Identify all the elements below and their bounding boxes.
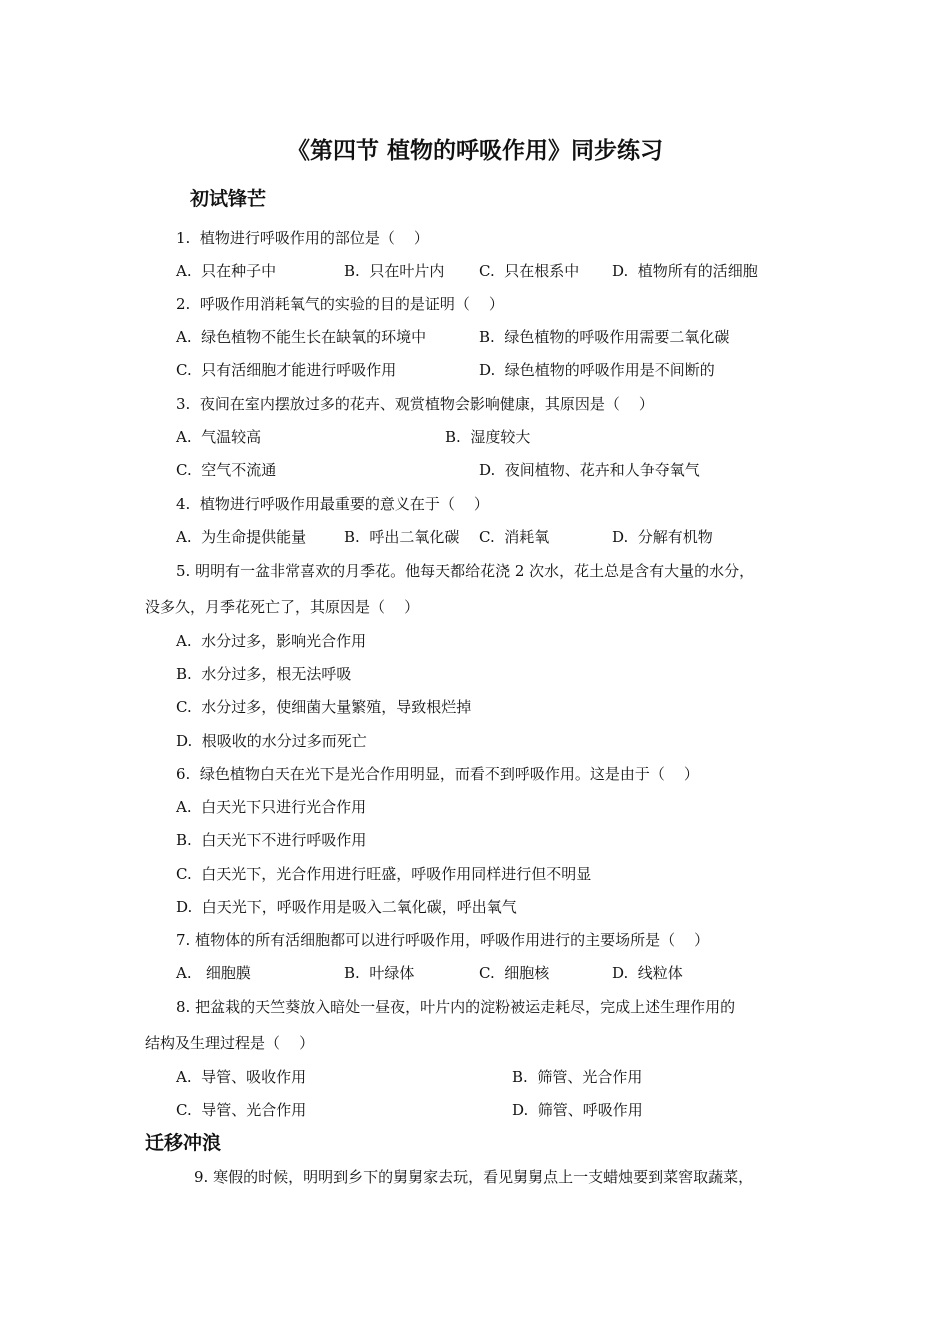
- q8-option-a: A. 导管、吸收作用: [176, 1068, 307, 1086]
- question-8-stem-line-2: 结构及生理过程是（ ）: [145, 1034, 315, 1052]
- q7-option-b: B. 叶绿体: [344, 964, 415, 982]
- question-2-stem: 2. 呼吸作用消耗氧气的实验的目的是证明（ ）: [176, 295, 504, 313]
- q7-option-c: C. 细胞核: [479, 964, 550, 982]
- q6-option-b: B. 白天光下不进行呼吸作用: [176, 831, 367, 849]
- q1-option-c: C. 只在根系中: [479, 262, 580, 280]
- question-1-stem: 1. 植物进行呼吸作用的部位是（ ）: [176, 229, 429, 247]
- question-8-stem-line-1: 8. 把盆栽的天竺葵放入暗处一昼夜，叶片内的淀粉被运走耗尽，完成上述生理作用的: [176, 998, 736, 1016]
- q2-option-c: C. 只有活细胞才能进行呼吸作用: [176, 361, 397, 379]
- q3-option-a: A. 气温较高: [176, 428, 262, 446]
- question-7-stem: 7. 植物体的所有活细胞都可以进行呼吸作用，呼吸作用进行的主要场所是（ ）: [176, 931, 710, 949]
- q5-option-c: C. 水分过多，使细菌大量繁殖，导致根烂掉: [176, 698, 472, 716]
- q4-option-b: B. 呼出二氧化碳: [344, 528, 460, 546]
- q5-option-b: B. 水分过多，根无法呼吸: [176, 665, 352, 683]
- q3-option-d: D. 夜间植物、花卉和人争夺氧气: [479, 461, 700, 479]
- q2-option-b: B. 绿色植物的呼吸作用需要二氧化碳: [479, 328, 730, 346]
- q3-option-c: C. 空气不流通: [176, 461, 277, 479]
- question-6-stem: 6. 绿色植物白天在光下是光合作用明显，而看不到呼吸作用。这是由于（ ）: [176, 765, 699, 783]
- question-4-stem: 4. 植物进行呼吸作用最重要的意义在于（ ）: [176, 495, 489, 513]
- q5-option-a: A. 水分过多，影响光合作用: [176, 632, 367, 650]
- q4-option-d: D. 分解有机物: [612, 528, 713, 546]
- page-title: 《第四节 植物的呼吸作用》同步练习: [286, 138, 663, 164]
- q4-option-c: C. 消耗氧: [479, 528, 550, 546]
- section-heading-2: 迁移冲浪: [145, 1132, 222, 1154]
- q4-option-a: A. 为生命提供能量: [176, 528, 307, 546]
- q1-option-a: A. 只在种子中: [176, 262, 277, 280]
- q6-option-d: D. 白天光下，呼吸作用是吸入二氧化碳，呼出氧气: [176, 898, 517, 916]
- question-9-stem-line-1: 9. 寒假的时候，明明到乡下的舅舅家去玩，看见舅舅点上一支蜡烛要到菜窖取蔬菜，: [194, 1168, 754, 1186]
- q1-option-d: D. 植物所有的活细胞: [612, 262, 758, 280]
- q7-option-a: A. 细胞膜: [176, 964, 251, 982]
- q7-option-d: D. 线粒体: [612, 964, 683, 982]
- question-5-stem-line-2: 没多久，月季花死亡了，其原因是（ ）: [145, 598, 420, 616]
- question-5-stem-line-1: 5. 明明有一盆非常喜欢的月季花。他每天都给花浇 2 次水，花土总是含有大量的水分，: [176, 562, 755, 580]
- q6-option-a: A. 白天光下只进行光合作用: [176, 798, 367, 816]
- q5-option-d: D. 根吸收的水分过多而死亡: [176, 732, 367, 750]
- q8-option-d: D. 筛管、呼吸作用: [512, 1101, 643, 1119]
- q2-option-d: D. 绿色植物的呼吸作用是不间断的: [479, 361, 715, 379]
- section-heading-1: 初试锋芒: [190, 188, 267, 210]
- q8-option-c: C. 导管、光合作用: [176, 1101, 307, 1119]
- q6-option-c: C. 白天光下，光合作用进行旺盛，呼吸作用同样进行但不明显: [176, 865, 592, 883]
- q1-option-b: B. 只在叶片内: [344, 262, 445, 280]
- question-3-stem: 3. 夜间在室内摆放过多的花卉、观赏植物会影响健康，其原因是（ ）: [176, 395, 654, 413]
- q2-option-a: A. 绿色植物不能生长在缺氧的环境中: [176, 328, 427, 346]
- q8-option-b: B. 筛管、光合作用: [512, 1068, 643, 1086]
- q3-option-b: B. 湿度较大: [445, 428, 531, 446]
